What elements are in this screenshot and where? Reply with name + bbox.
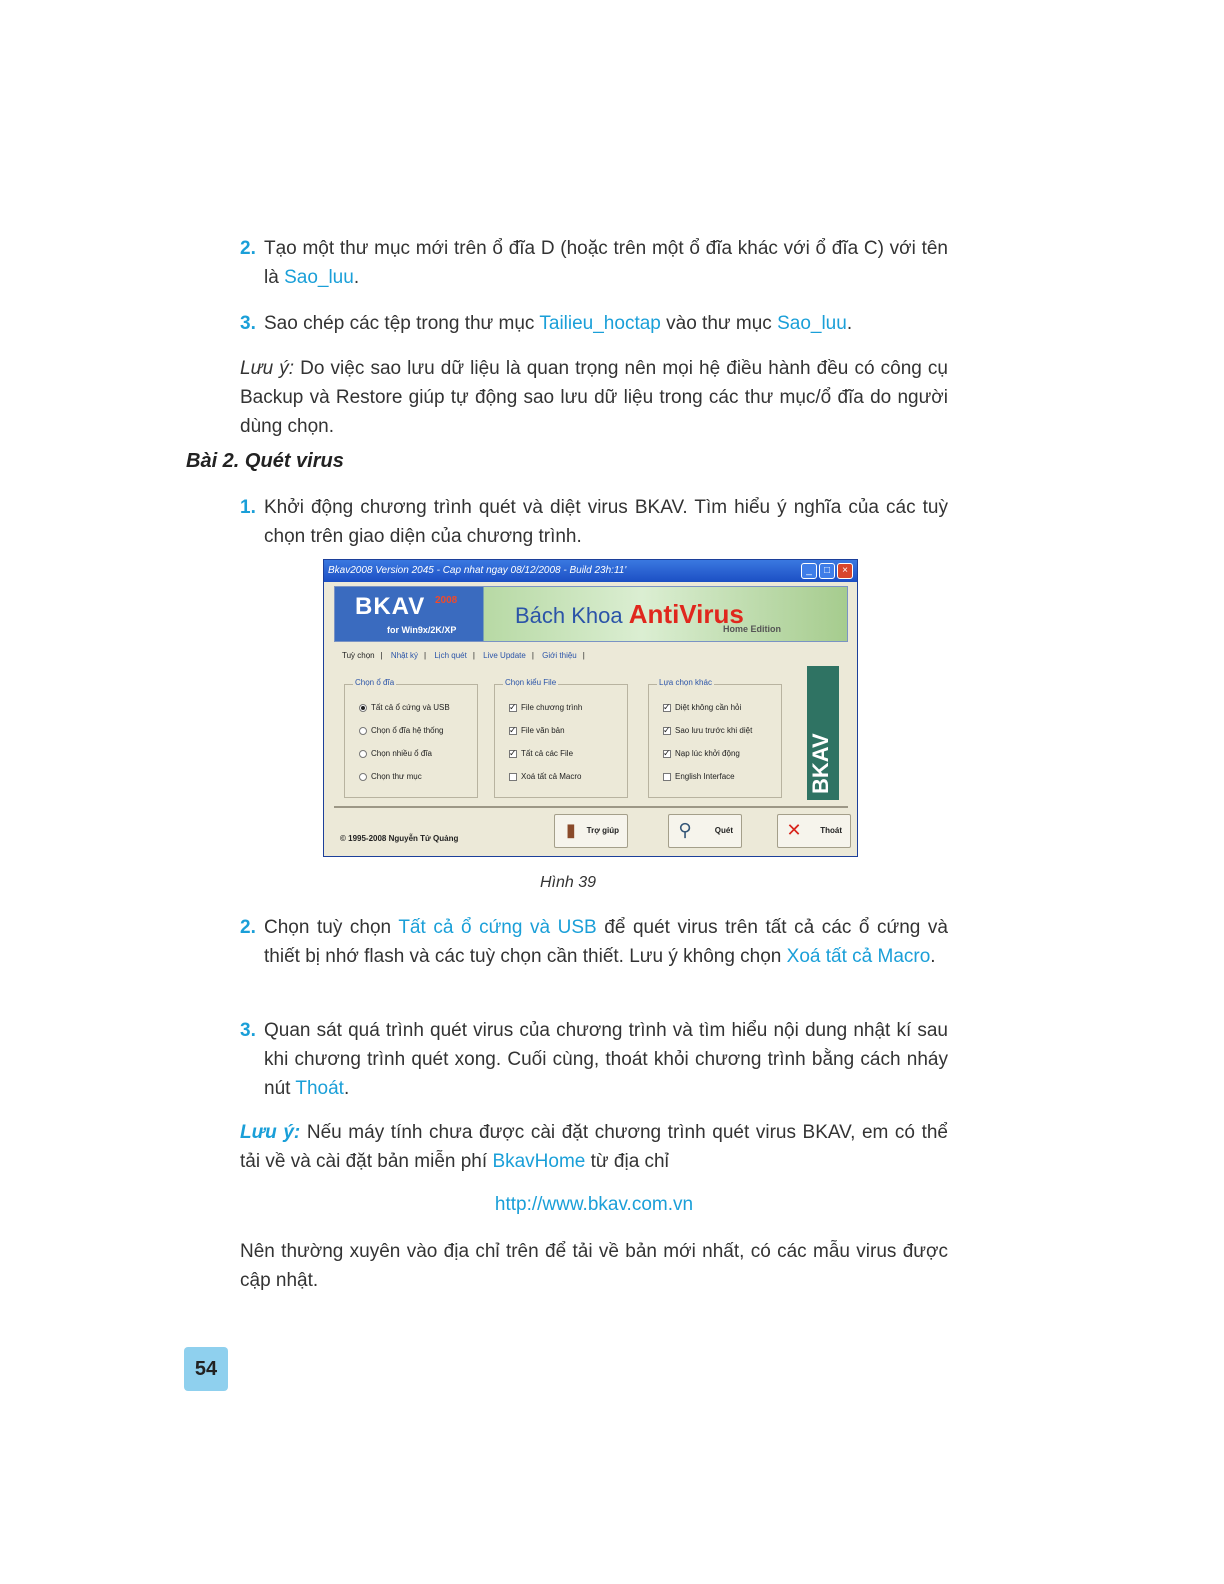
bkav-year: 2008 <box>435 595 458 606</box>
step-3-observe-scan <box>240 1016 948 1103</box>
note-backup <box>240 354 948 441</box>
folder-name: Sao_luu <box>777 313 847 334</box>
radio-icon <box>359 704 367 712</box>
option-label: Chọn thư mục <box>371 772 422 781</box>
copyright: © 1995-2008 Nguyễn Tử Quảng <box>340 834 459 843</box>
option-label: Chọn ổ đĩa hệ thống <box>371 726 444 735</box>
step-2-choose-option <box>240 913 948 971</box>
step-number: 2. <box>240 917 256 938</box>
x-icon: ✕ <box>786 820 802 840</box>
note-text: Do việc sao lưu dữ liệu là quan trọng nên mọi hệ điều hành đều có công cụ Backup và Restore giúp tự động sao lưu dữ liệu trong các thư mục/ổ đĩa do người dùng chọn. <box>240 358 948 437</box>
tab-log[interactable]: Nhật ký <box>390 651 419 660</box>
file-type-group <box>494 678 628 798</box>
option-label: English Interface <box>675 772 735 781</box>
punct: . <box>930 946 936 967</box>
edition-label: Home Edition <box>723 624 781 634</box>
banner-title-bold: AntiVirus <box>628 599 744 629</box>
radio-icon <box>359 773 367 781</box>
download-url[interactable]: http://www.bkav.com.vn <box>494 1194 694 1215</box>
note-text: Nếu máy tính chưa được cài đặt chương trình quét virus BKAV, em có thể tải về và cài đặt bản miễn phí <box>240 1122 948 1172</box>
radio-system-drive[interactable] <box>359 726 444 735</box>
help-label: Trợ giúp <box>586 826 619 835</box>
group-label: Chọn ổ đĩa <box>355 678 395 687</box>
checkbox-icon <box>663 704 671 712</box>
check-program-files[interactable] <box>509 703 582 712</box>
figure-caption: Hình 39 <box>539 874 597 891</box>
folder-name: Sao_luu <box>284 267 354 288</box>
window-title: Bkav2008 Version 2045 - Cap nhat ngay 08/12/2008 - Build 23h:11' <box>328 565 627 576</box>
radio-icon <box>359 727 367 735</box>
check-document-files[interactable] <box>509 726 565 735</box>
maximize-icon[interactable]: □ <box>819 563 835 579</box>
banner-title <box>515 599 744 630</box>
check-all-files[interactable] <box>509 749 573 758</box>
product-name: BkavHome <box>492 1151 586 1172</box>
radio-all-drives[interactable] <box>359 703 450 712</box>
magnifier-icon: ⚲ <box>678 820 692 840</box>
bkav-logo: BKAV <box>355 593 426 620</box>
option-label: Sao lưu trước khi diệt <box>675 726 753 735</box>
banner-title-text: Bách Khoa <box>515 603 629 628</box>
other-options-group <box>648 678 782 798</box>
note-label: Lưu ý: <box>240 1122 301 1143</box>
step-number: 1. <box>240 497 256 518</box>
note-text: từ địa chỉ <box>585 1151 669 1172</box>
note-download <box>240 1118 948 1176</box>
side-logo-text: BKAV <box>808 733 833 794</box>
tab-options[interactable]: Tuỳ chọn <box>342 651 375 660</box>
drive-group <box>344 678 478 798</box>
option-label: Tất cả các File <box>521 749 574 758</box>
checkbox-icon <box>663 750 671 758</box>
checkbox-icon <box>509 750 517 758</box>
help-button[interactable] <box>554 814 628 848</box>
punct: . <box>846 313 853 334</box>
note-label: Lưu ý: <box>240 358 295 379</box>
step-text: Quan sát quá trình quét virus của chương trình và tìm hiểu nội dung nhật kí sau khi chương trình quét xong. Cuối cùng, thoát khỏi chương trình bằng cách nháy nút <box>264 1020 948 1099</box>
scan-label: Quét <box>714 826 733 835</box>
tab-about[interactable]: Giới thiệu <box>542 651 577 660</box>
option-label: Nạp lúc khởi động <box>675 749 740 758</box>
tab-schedule[interactable]: Lịch quét <box>434 651 467 660</box>
option-label: Tất cả ổ cứng và USB <box>371 703 450 712</box>
radio-icon <box>359 750 367 758</box>
option-label: File văn bản <box>521 726 565 735</box>
divider <box>334 806 848 808</box>
bkav-platform: for Win9x/2K/XP <box>387 625 457 635</box>
check-load-on-startup[interactable] <box>663 749 740 758</box>
radio-multi-drive[interactable] <box>359 749 432 758</box>
bkav-banner <box>334 586 848 642</box>
close-icon[interactable]: × <box>837 563 853 579</box>
scan-button[interactable] <box>668 814 742 848</box>
step-3-copy-files <box>240 309 948 338</box>
closing-paragraph: Nên thường xuyên vào địa chỉ trên để tải về bản mới nhất, có các mẫu virus được cập nhật. <box>240 1241 948 1291</box>
punct: . <box>353 267 360 288</box>
tab-live-update[interactable]: Live Update <box>483 651 526 660</box>
window-titlebar <box>324 560 857 582</box>
option-label: Chọn nhiều ổ đĩa <box>371 749 432 758</box>
step-number: 2. <box>240 238 256 259</box>
punct: . <box>343 1078 350 1099</box>
group-label: Lựa chọn khác <box>659 678 712 687</box>
exit-label: Thoát <box>820 826 842 835</box>
step-text: Khởi động chương trình quét và diệt virus BKAV. Tìm hiểu ý nghĩa của các tuỳ chọn trên giao diện của chương trình. <box>264 497 948 547</box>
step-1-launch-bkav <box>240 493 948 551</box>
section-heading: Bài 2. Quét virus <box>186 450 344 472</box>
group-label: Chọn kiểu File <box>505 678 557 687</box>
check-english-interface[interactable] <box>663 772 735 781</box>
check-backup-before-clean[interactable] <box>663 726 752 735</box>
tab-bar: Tuỳ chọn | Nhật ký | Lịch quét | Live Update | Giới thiệu | <box>342 651 585 660</box>
option-label: File chương trình <box>521 703 583 712</box>
checkbox-icon <box>663 773 671 781</box>
folder-name: Tailieu_hoctap <box>539 313 661 334</box>
step-text: Tạo một thư mục mới trên ổ đĩa D (hoặc trên một ổ đĩa khác với ổ đĩa C) với tên là <box>264 238 948 288</box>
radio-folder[interactable] <box>359 772 422 781</box>
step-text: để quét virus trên tất cả các ổ cứng và thiết bị nhớ flash và các tuỳ chọn cần thiết. Lưu ý không chọn <box>264 917 948 967</box>
side-logo <box>807 666 839 800</box>
step-text: vào thư mục <box>660 313 778 334</box>
checkbox-icon <box>509 727 517 735</box>
step-number: 3. <box>240 1020 256 1041</box>
checkbox-icon <box>663 727 671 735</box>
option-name: Tất cả ổ cứng và USB <box>398 917 597 938</box>
bkav-window <box>323 559 858 857</box>
check-delete-macros[interactable] <box>509 772 581 781</box>
option-label: Xoá tất cả Macro <box>521 772 582 781</box>
checkbox-icon <box>509 773 517 781</box>
option-label: Diệt không cần hỏi <box>675 703 742 712</box>
minimize-icon[interactable]: _ <box>801 563 817 579</box>
step-number: 3. <box>240 313 256 334</box>
step-text: Sao chép các tệp trong thư mục <box>264 313 540 334</box>
page-number: 54 <box>184 1347 228 1391</box>
book-icon: ▮ <box>566 820 576 840</box>
option-name: Xoá tất cả Macro <box>786 946 931 967</box>
step-text: Chọn tuỳ chọn <box>264 917 399 938</box>
checkbox-icon <box>509 704 517 712</box>
step-2-create-folder <box>240 234 948 292</box>
button-name: Thoát <box>295 1078 344 1099</box>
exit-button[interactable] <box>777 814 851 848</box>
check-auto-clean[interactable] <box>663 703 741 712</box>
